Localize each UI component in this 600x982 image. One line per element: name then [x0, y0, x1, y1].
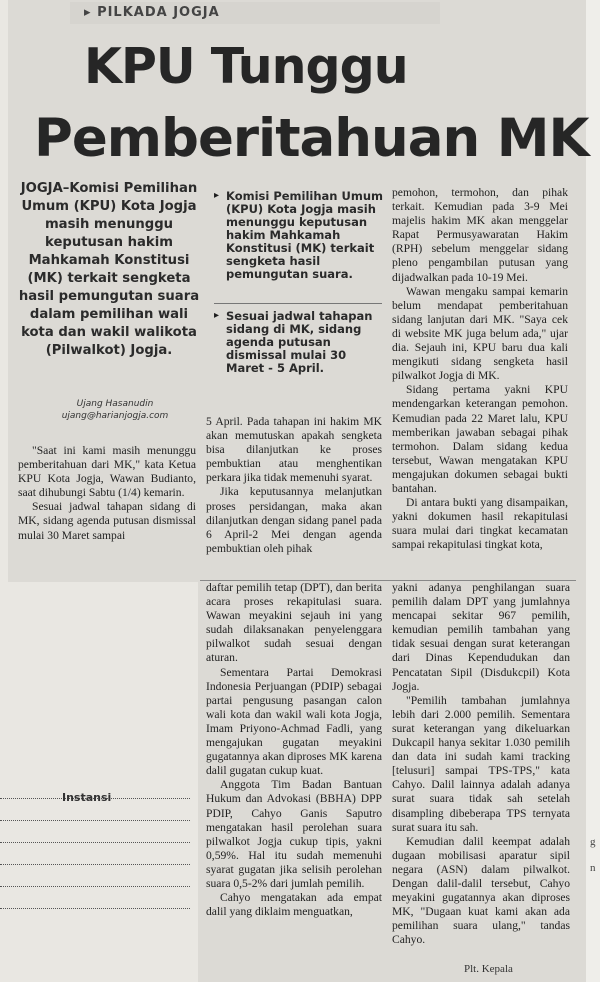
- highlight-divider: [214, 303, 382, 304]
- paragraph: Wawan mengaku sampai kemarin belum mendapat pemberitahuan sidang lanjutan dari MK. "Saya cek di website MK juga belum ada," ujar dia. Sejauh ini, KPU baru dua kali mengikuti sidang sengketa hasil pilwalkot Jogja di MK.: [392, 284, 568, 383]
- headline-line-1: KPU Tunggu: [84, 38, 408, 95]
- highlight-item: [214, 190, 384, 281]
- paragraph: Cahyo mengatakan ada empat dalil yang diklaim menguatkan,: [206, 891, 382, 919]
- signature-label: Plt. Kepala: [464, 963, 513, 975]
- form-line: [0, 820, 190, 821]
- paragraph: Jika keputusannya melanjutkan proses persidangan, maka akan dilanjutkan dengan sidang panel pada 6 April-2 Mei dengan agenda pembuktian oleh pihak: [206, 485, 382, 555]
- byline: [40, 398, 190, 422]
- paragraph: pemohon, termohon, dan pihak terkait. Kemudian pada 3-9 Mei majelis hakim MK akan menggelar Rapat Permusyawaratan Hakim (RPH) sebelum menggelar sidang pleno pengambilan putusan yang dijadwalkan pada 10-19 Mei.: [392, 186, 568, 284]
- paragraph: yakni adanya penghilangan suara pemilih dalam DPT yang jumlahnya mencapai sekitar 967 pemilih, kemudian pemilih tambahan yang tidak sesuai dengan surat keterangan dari Dinas Kependudukan dan Pencatatan Sipil (Disdukcpil) Kota Jogja.: [392, 581, 570, 693]
- article-column-5: [392, 581, 570, 947]
- byline-name: Ujang Hasanudin: [76, 399, 154, 409]
- form-line: [0, 886, 190, 887]
- paragraph: Sidang pertama yakni KPU mendengarkan keterangan pemohon. Kemudian pada 22 Maret lalu, KPU memberikan jawaban sebagai pihak termohon. Dalam sidang kedua tersebut, Wawan mengatakan KPU mengajukan dokumen sebagai bukti bantahan.: [392, 383, 568, 495]
- paragraph: Sesuai jadwal tahapan sidang di MK, sidang agenda putusan dismissal mulai 30 Maret sampai: [18, 500, 196, 542]
- paragraph: "Pemilih tambahan jumlahnya lebih dari 2.000 pemilih. Sementara surat keterangan yang dikeluarkan Dukcapil hanya sekitar 1.030 pemilih dan data ini sudah kami tracking [telusuri] sampai TPS-TPS," kata Cahyo. Dalil lainnya adalah adanya surat suara tidak sah setelah disampling dibeberapa TPS ternyata surat suara itu sah.: [392, 693, 570, 834]
- paragraph: Kemudian dalil keempat adalah dugaan mobilisasi aparatur sipil negara (ASN) dalam pilwalkot. Dengan dalil-dalil tersebut, Cahyo meyakini gugatannya akan diproses MK, "Dugaan kuat kami akan ada pemilihan suara ulang," tandas Cahyo.: [392, 834, 570, 947]
- article-column-4: [206, 581, 382, 919]
- article-column-1: [18, 444, 196, 543]
- paragraph: 5 April. Pada tahapan ini hakim MK akan memutuskan apakah sengketa bisa dilanjutkan ke proses pembuktian atau menghentikan perkara jika tidak memenuhi syarat.: [206, 415, 382, 485]
- paragraph: Di antara bukti yang disampaikan, yakni dokumen hasil rekapitulasi suara mulai dari tingkat kecamatan sampai rekapitulasi tingkat kota,: [392, 496, 568, 552]
- lead-paragraph: JOGJA–Komisi Pemilihan Umum (KPU) Kota Jogja masih menunggu keputusan hakim Mahkamah Konstitusi (MK) terkait sengketa hasil pemungutan suara dalam pemilihan wali kota dan wakil walikota (Pilwalkot) Jogja.: [18, 181, 200, 358]
- form-line: [0, 842, 190, 843]
- bullet-icon: ▸: [214, 310, 220, 321]
- bullet-icon: ▸: [214, 190, 220, 201]
- routing-form: [0, 582, 198, 982]
- highlight-text: Komisi Pemilihan Umum (KPU) Kota Jogja masih menunggu keputusan hakim Mahkamah Konstitusi (MK) terkait sengketa hasil pemungutan suara.: [226, 189, 383, 281]
- paragraph: daftar pemilih tetap (DPT), dan berita acara proses rekapitulasi suara. Wawan meyakini sejauh ini yang sudah dilaksanakan penyelenggara pilwalkot sudah sesuai dengan aturan.: [206, 581, 382, 665]
- edge-fragment: g: [590, 836, 596, 848]
- rubric-text: PILKADA JOGJA: [97, 5, 220, 20]
- paragraph: "Saat ini kami masih menunggu pemberitahuan dari MK," kata Ketua KPU Kota Jogja, Wawan Budianto, saat dihubungi Sabtu (1/4) kemarin.: [18, 444, 196, 500]
- form-line: [0, 908, 190, 909]
- headline-line-2: Pemberitahuan MK: [34, 108, 589, 169]
- highlight-item: [214, 310, 384, 375]
- byline-email: ujang@harianjogja.com: [61, 411, 169, 421]
- paragraph: Sementara Partai Demokrasi Indonesia Perjuangan (PDIP) sebagai partai pengusung pasangan calon wali kota dan wakil wali kota Jogja, Imam Priyono-Achmad Fadli, yang mengajukan gugatan meyakini gugatannya akan diproses MK karena dalil gugatan cukup kuat.: [206, 665, 382, 778]
- edge-fragment: n: [590, 862, 596, 874]
- highlight-text: Sesuai jadwal tahapan sidang di MK, sidang agenda putusan dismissal mulai 30 Maret - 5 April.: [226, 309, 373, 375]
- section-rubric: ▸ PILKADA JOGJA: [70, 2, 440, 24]
- article-column-3: [392, 186, 568, 552]
- paragraph: Anggota Tim Badan Bantuan Hukum dan Advokasi (BBHA) DPP PDIP, Cahyo Ganis Saputro mengatakan hasil perolehan suara pilwalkot Jogja cukup tipis, yakni 0,59%. Hal itu sudah memenuhi syarat gugatan jika selisih perolehan suara 0,5-2% dari jumlah pemilih.: [206, 778, 382, 890]
- article-column-2: [206, 415, 382, 556]
- form-line: [0, 864, 190, 865]
- instansi-label: Instansi: [62, 791, 112, 804]
